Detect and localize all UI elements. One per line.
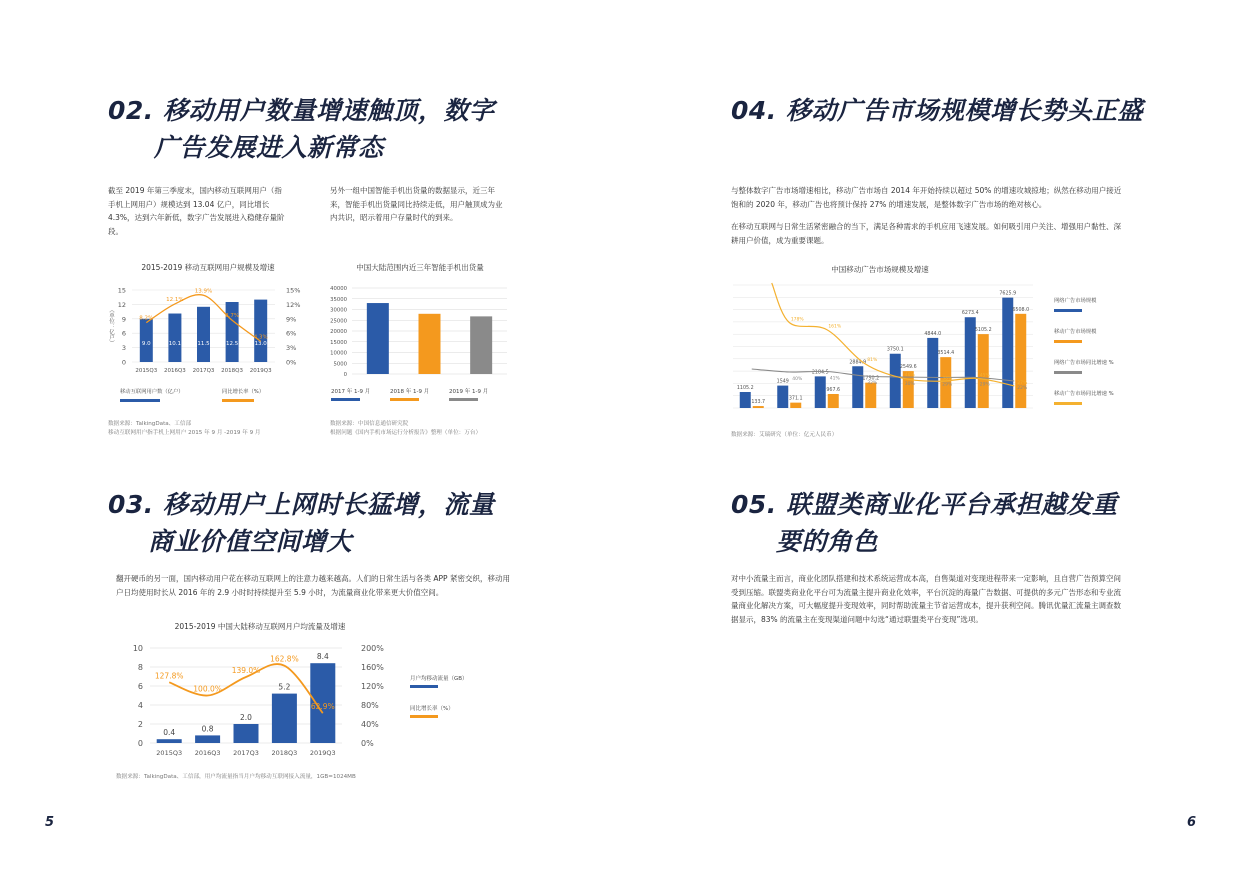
line-value-label: 8.7% xyxy=(225,313,240,320)
bar-value-label: 2549.6 xyxy=(899,365,917,371)
legend-label: 移动互联网用户数（亿户） xyxy=(120,389,184,395)
chart1-title: 2015-2019 移动互联网用户规模及增速 xyxy=(141,263,275,272)
line-value-label: 29% xyxy=(942,382,953,388)
line-value-label: 12.1% xyxy=(166,296,184,303)
legend-swatch xyxy=(410,685,438,688)
y2-tick-label: 6% xyxy=(286,329,297,338)
bar xyxy=(226,302,239,362)
y-tick-label: 9 xyxy=(121,315,126,324)
bar xyxy=(470,316,492,374)
bar-value-label: 0.8 xyxy=(201,724,214,734)
bar-value-label: 12.5 xyxy=(225,341,239,347)
bar xyxy=(197,307,210,362)
section5-title-line1: 05. 联盟类商业化平台承担越发重 xyxy=(731,490,1118,519)
y-tick-label: 6 xyxy=(121,329,126,338)
y-tick-label: 5000 xyxy=(333,361,347,368)
legend-label: 同比增长率（%） xyxy=(222,389,265,395)
line-value-label: 22% xyxy=(1017,386,1028,391)
bar xyxy=(740,392,751,408)
line-value-label: 8.2% xyxy=(139,315,154,322)
y2-tick-label: 120% xyxy=(361,682,384,691)
bar-value-label: 10.1 xyxy=(168,341,182,347)
bar xyxy=(1015,314,1026,408)
bar-value-label: 13.0 xyxy=(254,341,267,347)
y2-tick-label: 15% xyxy=(286,286,301,295)
bar-value-label: 371.1 xyxy=(788,396,803,402)
bar-value-label: 1750.2 xyxy=(862,376,880,382)
x-tick-label: 2015Q3 xyxy=(135,368,158,374)
legend-swatch xyxy=(449,398,478,401)
bar xyxy=(790,403,801,408)
bar-value-label: 2884.9 xyxy=(849,360,867,366)
line-value-label: 162.8% xyxy=(270,654,299,664)
section5-paragraph: 对中小流量主而言，商业化团队搭建和技术系统运营成本高，自售渠道对变现进程带来一定影响，且自营广告预算空间受到压缩。联盟类商业化平台可为流量主提升商业化效率，平台沉淀的海量广告数据、可提供的多元广告形态和专业流量商业化解决方案，可大幅度提升变现效率，同时帮助流量主节省运营成本，提升获利空间。腾讯优量汇流量主调查数据显示，83% 的流量主在变现渠道问题中勾选“通过联盟类平台变现”选项。 xyxy=(731,574,1121,624)
legend-swatch xyxy=(1054,371,1082,374)
section4-paragraph1: 与整体数字广告市场增速相比，移动广告市场自 2014 年开始持续以超过 50% 的增速攻城掠地；纵然在移动用户接近饱和的 2020 年，移动广告也将预计保持 27% 的增速发展，是整体数字广告市场的绝对核心。 xyxy=(731,186,1122,209)
x-tick-label: 2015Q3 xyxy=(156,749,183,757)
bar xyxy=(272,694,297,743)
line-value-label: 161% xyxy=(828,324,842,330)
bar-value-label: 5.2 xyxy=(278,682,291,692)
chart2-source-line1: 数据来源：中国信息通信研究院 xyxy=(330,421,409,427)
section4-title: 04. 移动广告市场规模增长势头正盛 xyxy=(731,96,1143,125)
bar-value-label: 9.0 xyxy=(141,341,151,347)
y2-tick-label: 12% xyxy=(286,300,301,309)
bar-value-label: 6508.0 xyxy=(1012,307,1030,313)
line-value-label: 32% xyxy=(867,381,878,386)
line-value-label: 46% xyxy=(904,372,915,378)
bar-value-label: 1105.2 xyxy=(736,386,754,392)
y-tick-label: 10 xyxy=(132,644,143,653)
y-tick-label: 15000 xyxy=(330,339,347,346)
y2-tick-label: 160% xyxy=(361,663,384,672)
y-tick-label: 4 xyxy=(137,701,143,710)
bar-value-label: 2.0 xyxy=(240,713,252,722)
bar-value-label: 6273.4 xyxy=(961,311,979,317)
section3-paragraph: 翻开硬币的另一面，国内移动用户花在移动互联网上的注意力越来越高。人们的日常生活与各类 APP 紧密交织，移动用户日均使用时长从 2016 年的 2.9 小时时持续提升至 5.9 小时，为流量商业化带来更大价值空间。 xyxy=(116,574,510,597)
legend-label: 同比增长率（%） xyxy=(410,706,454,712)
chart2-title: 中国大陆范围内近三年智能手机出货量 xyxy=(356,263,484,272)
chart2-source-line2: 根据问题《国内手机市场运行分析报告》整理（单位：万台） xyxy=(330,430,482,436)
line-value-label: 45% xyxy=(979,373,990,379)
line-value-label: 29% xyxy=(979,382,990,388)
legend-label: 2018 年 1-9 月 xyxy=(390,389,430,395)
line-value-label: 40% xyxy=(792,377,803,382)
bar xyxy=(195,735,220,743)
line-value-label: 27% xyxy=(1017,380,1028,386)
legend-swatch xyxy=(120,399,160,402)
y-tick-label: 2 xyxy=(137,720,143,729)
line-value-label: 13.9% xyxy=(194,288,213,295)
section3-title-line2: 商业价值空间增大 xyxy=(148,527,353,556)
y2-tick-label: 40% xyxy=(361,720,379,729)
legend-label: 月户均移动流量（GB） xyxy=(410,676,468,682)
y-tick-label: 0 xyxy=(343,372,347,378)
user-scale-chart xyxy=(100,275,315,410)
bar-value-label: 3514.4 xyxy=(937,351,955,357)
y2-tick-label: 0% xyxy=(361,739,374,748)
legend-label: 网络广告市场规模 xyxy=(1054,298,1097,304)
line-value-label: 4.3% xyxy=(253,334,268,341)
y2-tick-label: 200% xyxy=(361,644,384,653)
section2-paragraph-left: 截至 2019 年第三季度末，国内移动互联网用户（指手机上网用户）规模达到 13.04 亿户，同比增长 4.3%，达到六年新低，数字广告发展进入稳健存量阶段。 xyxy=(108,186,285,236)
mobile-ad-market-chart xyxy=(728,280,1133,412)
bar xyxy=(927,338,938,408)
bar-value-label: 8.4 xyxy=(316,652,329,662)
x-tick-label: 2016Q3 xyxy=(194,749,221,757)
bar xyxy=(157,739,182,743)
y-tick-label: 35000 xyxy=(330,296,347,303)
bar xyxy=(815,376,826,408)
y2-tick-label: 80% xyxy=(361,701,379,710)
x-tick-label: 2019Q3 xyxy=(249,368,272,374)
chart1-source xyxy=(108,420,318,438)
x-tick-label: 2017Q3 xyxy=(192,368,215,374)
bar-value-label: 967.6 xyxy=(826,387,841,393)
line-value-label: 100.0% xyxy=(193,684,222,694)
chart4-title: 2015-2019 中国大陆移动互联网月户均流量及增速 xyxy=(174,622,346,631)
section3-title-line1: 03. 移动用户上网时长猛增，流量 xyxy=(108,490,495,519)
bar xyxy=(828,394,839,408)
bar-value-label: 0.4 xyxy=(163,728,176,738)
bar-value-label: 133.7 xyxy=(751,400,766,406)
section2-paragraph-right: 另外一组中国智能手机出货量的数据显示，近三年来，智能手机出货量同比持续走低，用户触顶成为业内共识，昭示着用户存量时代的到来。 xyxy=(330,186,503,223)
y-tick-label: 20000 xyxy=(330,329,347,335)
line-value-label: 38% xyxy=(942,376,953,382)
chart3-title: 中国移动广告市场规模及增速 xyxy=(831,265,929,274)
bar-value-label: 7625.9 xyxy=(999,291,1017,297)
legend-swatch xyxy=(222,399,254,402)
section4-paragraph2: 在移动互联网与日常生活紧密融合的当下，满足各种需求的手机应用飞速发展。如何吸引用户关注、增强用户黏性、深耕用户价值，成为重要课题。 xyxy=(731,222,1121,245)
y-tick-label: 30000 xyxy=(330,307,347,314)
x-tick-label: 2019Q3 xyxy=(309,749,336,757)
line-value-label: 41% xyxy=(829,376,840,382)
x-tick-label: 2018Q3 xyxy=(221,368,244,374)
y-tick-label: 8 xyxy=(137,663,143,672)
y-tick-label: 12 xyxy=(117,300,126,309)
bar xyxy=(978,334,989,408)
legend-label: 网络广告市场同比增速 % xyxy=(1054,360,1114,366)
line-value-label: 139.0% xyxy=(231,665,261,675)
section2-title-line2: 广告发展进入新常态 xyxy=(154,133,384,162)
legend-swatch xyxy=(1054,340,1082,343)
y2-tick-label: 9% xyxy=(286,315,297,324)
y-tick-label: 3 xyxy=(121,344,126,353)
chart2-source xyxy=(330,420,540,438)
section2-title-line1: 02. 移动用户数量增速触顶，数字 xyxy=(108,96,495,125)
chart4-source: 数据来源：TalkingData、工信部，用户均流量指当月户均移动互联网接入流量，1GB=1024MB xyxy=(116,774,356,780)
bar-value-label: 11.5 xyxy=(197,341,210,347)
bar xyxy=(1002,298,1013,408)
page-number-right: 6 xyxy=(1187,815,1197,830)
bar-value-label: 2184.5 xyxy=(811,370,829,376)
legend-swatch xyxy=(331,398,360,401)
bar xyxy=(753,406,764,408)
legend-swatch xyxy=(1054,402,1082,405)
chart1-source-line2: 移动互联网用户指手机上网用户 2015 年 9 月 -2019 年 9 月 xyxy=(108,430,261,436)
bar-value-label: 5105.2 xyxy=(974,328,992,334)
section5-title-line2: 要的角色 xyxy=(776,527,879,556)
bar xyxy=(419,314,441,374)
y-tick-label: 10000 xyxy=(330,350,347,357)
x-tick-label: 2017Q3 xyxy=(233,749,259,757)
y-tick-label: 0 xyxy=(121,358,126,367)
line-value-label: 62.9% xyxy=(310,702,335,712)
line-value-label: 127.8% xyxy=(154,671,184,681)
bar xyxy=(777,386,788,408)
bar xyxy=(890,354,901,408)
y-tick-label: 25000 xyxy=(330,318,347,325)
bar xyxy=(168,314,181,362)
monthly-traffic-chart xyxy=(110,638,510,768)
legend-swatch xyxy=(390,398,419,401)
y2-tick-label: 0% xyxy=(286,358,297,367)
legend-swatch xyxy=(410,715,438,718)
bar xyxy=(234,724,259,743)
chart1-source-line1: 数据来源：TalkingData、工信部 xyxy=(108,421,192,427)
y-tick-label: 40000 xyxy=(330,286,347,292)
x-tick-label: 2016Q3 xyxy=(163,368,186,374)
chart3-source: 数据来源：艾瑞研究（单位：亿元人民币） xyxy=(731,432,838,438)
y-tick-label: 6 xyxy=(137,682,143,691)
bar xyxy=(254,300,267,362)
line-value-label: 81% xyxy=(867,358,878,364)
line-value-label: 178% xyxy=(790,317,804,323)
y-axis-label: （单位：亿户） xyxy=(108,307,114,346)
legend-swatch xyxy=(1054,309,1082,312)
legend-label: 2017 年 1-9 月 xyxy=(331,389,371,395)
legend-label: 移动广告市场规模 xyxy=(1054,329,1097,335)
bar-value-label: 1549 xyxy=(776,379,789,385)
y-tick-label: 15 xyxy=(117,286,126,295)
y-tick-label: 0 xyxy=(137,739,143,748)
page-number-left: 5 xyxy=(45,815,55,830)
y2-tick-label: 3% xyxy=(286,344,297,353)
legend-label: 2019 年 1-9 月 xyxy=(449,389,489,395)
line-value-label: 30% xyxy=(904,382,915,387)
x-tick-label: 2018Q3 xyxy=(271,749,298,757)
bar-value-label: 4844.0 xyxy=(924,331,942,337)
bar xyxy=(367,303,389,374)
bar xyxy=(852,366,863,408)
phone-shipment-chart xyxy=(322,280,517,410)
legend-label: 移动广告市场同比增速 % xyxy=(1054,391,1114,397)
bar-value-label: 3750.1 xyxy=(886,347,904,353)
bar xyxy=(865,383,876,408)
